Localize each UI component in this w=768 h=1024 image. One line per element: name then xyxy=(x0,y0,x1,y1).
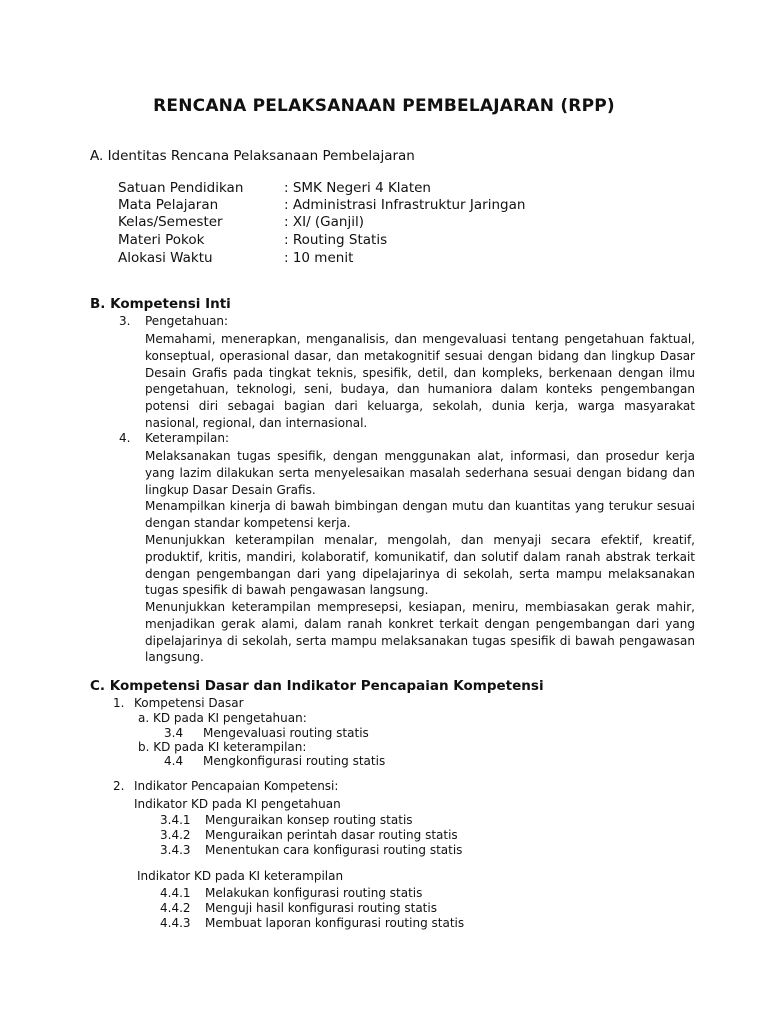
ki4-paragraph-4: Menunjukkan keterampilan mempresepsi, kesiapan, meniru, membiasakan gerak mahir, menjadikan gerak alami, dalam ranah konkret terkait dengan pengembangan dari yang dipelajarinya di sekolah, serta mampu melaksanakan tugas spesifik di bawah pengawasan langsung. xyxy=(145,600,695,665)
identity-value: : 10 menit xyxy=(284,250,354,266)
ipk-title: Indikator Pencapaian Kompetensi: xyxy=(134,779,339,793)
indicator-text: Menguji hasil konfigurasi routing statis xyxy=(205,901,437,915)
indicator-number: 4.4.3 xyxy=(160,916,191,930)
section-c-heading: C. Kompetensi Dasar dan Indikator Pencapaian Kompetensi xyxy=(90,678,544,694)
identity-row xyxy=(118,214,364,232)
indicator-text: Menguraikan konsep routing statis xyxy=(205,813,413,827)
identity-label: Alokasi Waktu xyxy=(118,250,213,266)
kd-b-label: b. KD pada KI keterampilan: xyxy=(138,740,307,754)
identity-value: : Routing Statis xyxy=(284,232,388,248)
indicator-text: Membuat laporan konfigurasi routing statis xyxy=(205,916,465,930)
identity-label: Satuan Pendidikan xyxy=(118,180,244,196)
ipk-skill-title: Indikator KD pada KI keterampilan xyxy=(137,869,344,883)
identity-value: : SMK Negeri 4 Klaten xyxy=(284,180,431,196)
ki3-paragraph: Memahami, menerapkan, menganalisis, dan mengevaluasi tentang pengetahuan faktual, konseptual, operasional dasar, dan metakognitif sesuai dengan bidang dan lingkup Dasar Desain Grafis pada tingkat teknis, spesifik, detil, dan kompleks, berkenaan dengan ilmu pengetahuan, teknologi, seni, budaya, dan humaniora dalam konteks pengembangan potensi diri sebagai bagian dari keluarga, sekolah, dunia kerja, warga masyarakat nasional, regional, dan internasional. xyxy=(145,332,695,430)
section-a-heading: A. Identitas Rencana Pelaksanaan Pembelajaran xyxy=(90,148,415,164)
indicator-text: Menguraikan perintah dasar routing statis xyxy=(205,828,458,842)
identity-label: Kelas/Semester xyxy=(118,214,223,230)
kd-b-item: Mengkonfigurasi routing statis xyxy=(203,754,386,768)
kd-a-item-number: 3.4 xyxy=(164,726,184,740)
kd-number: 1. xyxy=(113,696,125,710)
identity-value: : XI/ (Ganjil) xyxy=(284,214,364,230)
ki4-title: Keterampilan: xyxy=(145,431,230,445)
indicator-number: 4.4.2 xyxy=(160,901,191,915)
identity-value: : Administrasi Infrastruktur Jaringan xyxy=(284,197,526,213)
identity-row xyxy=(118,197,525,215)
indicator-number: 3.4.3 xyxy=(160,843,191,857)
document-title: RENCANA PELAKSANAAN PEMBELAJARAN (RPP) xyxy=(153,96,615,116)
kd-a-item: Mengevaluasi routing statis xyxy=(203,726,369,740)
ipk-number: 2. xyxy=(113,779,125,793)
indicator-number: 3.4.1 xyxy=(160,813,191,827)
kd-title: Kompetensi Dasar xyxy=(134,696,244,710)
identity-label: Materi Pokok xyxy=(118,232,205,248)
kd-a-label: a. KD pada KI pengetahuan: xyxy=(138,711,307,725)
identity-row xyxy=(118,180,431,198)
section-b-heading: B. Kompetensi Inti xyxy=(90,296,231,312)
identity-row xyxy=(118,232,387,250)
kd-b-item-number: 4.4 xyxy=(164,754,184,768)
ki3-title: Pengetahuan: xyxy=(145,314,229,328)
ki3-number: 3. xyxy=(119,314,131,328)
indicator-text: Menentukan cara konfigurasi routing statis xyxy=(205,843,463,857)
ipk-knowledge-title: Indikator KD pada KI pengetahuan xyxy=(134,797,341,811)
ki4-paragraph-2: Menampilkan kinerja di bawah bimbingan dengan mutu dan kuantitas yang terukur sesuai dengan standar kompetensi kerja. xyxy=(145,499,695,530)
ki4-paragraph-1: Melaksanakan tugas spesifik, dengan menggunakan alat, informasi, dan prosedur kerja yang lazim dilakukan serta menyelesaikan masalah sederhana sesuai dengan bidang dan lingkup Dasar Desain Grafis. xyxy=(145,449,695,497)
ki4-paragraph-3: Menunjukkan keterampilan menalar, mengolah, dan menyaji secara efektif, kreatif, produktif, kritis, mandiri, kolaboratif, komunikatif, dan solutif dalam ranah abstrak terkait dengan pengembangan dari yang dipelajarinya di sekolah, serta mampu melaksanakan tugas spesifik di bawah pengawasan langsung. xyxy=(145,533,695,598)
ki4-number: 4. xyxy=(119,431,131,445)
indicator-number: 4.4.1 xyxy=(160,886,191,900)
indicator-number: 3.4.2 xyxy=(160,828,191,842)
identity-label: Mata Pelajaran xyxy=(118,197,219,213)
identity-row xyxy=(118,250,353,268)
indicator-text: Melakukan konfigurasi routing statis xyxy=(205,886,423,900)
